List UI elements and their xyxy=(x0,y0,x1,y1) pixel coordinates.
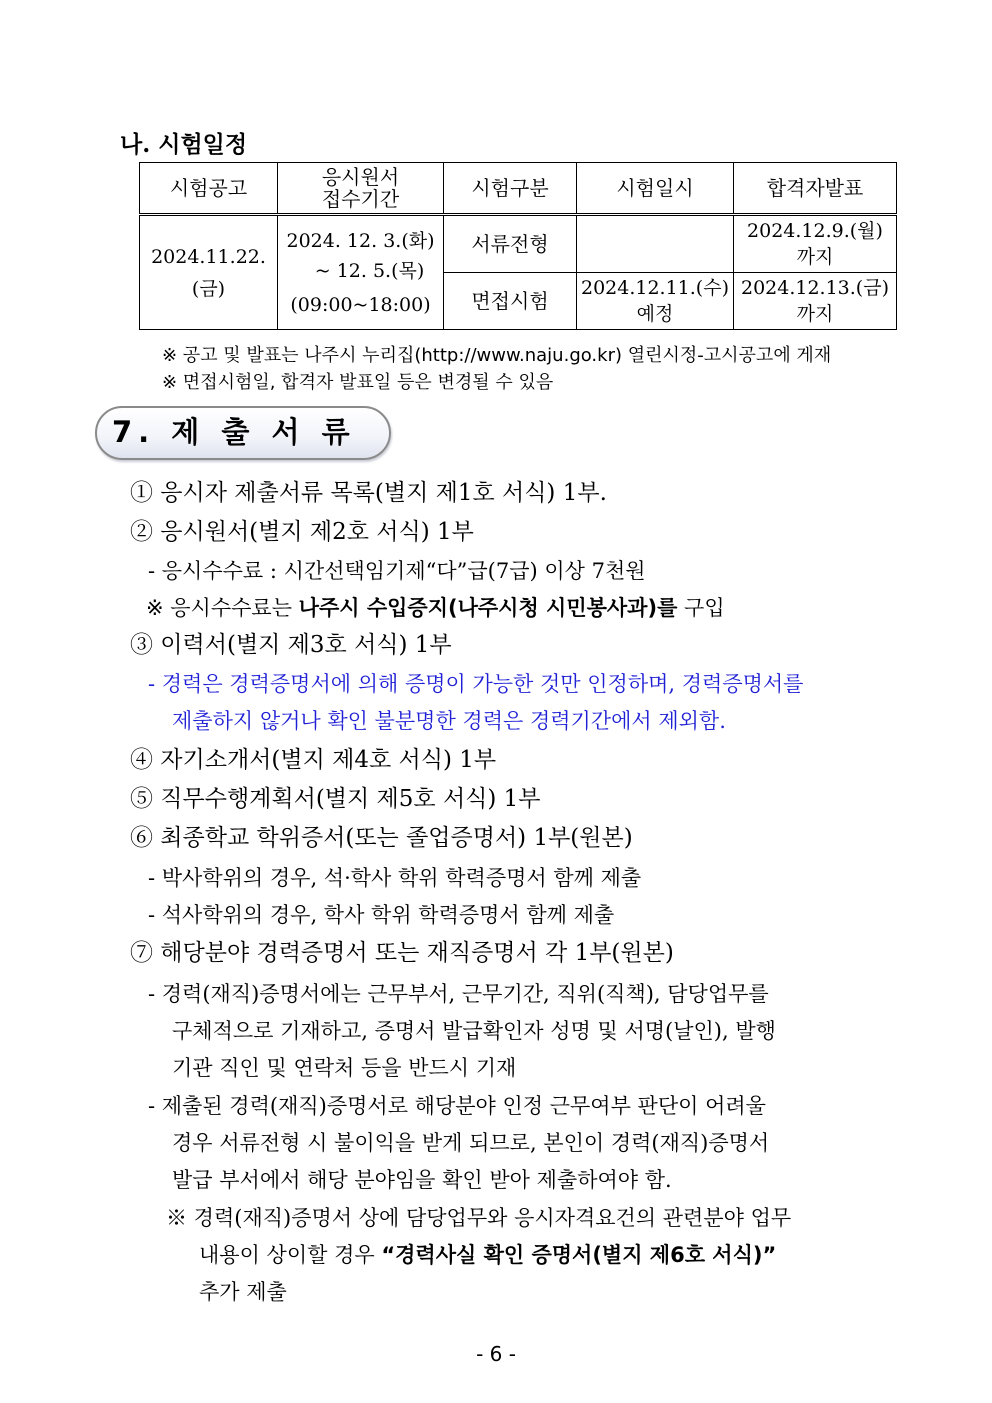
table-note-1: ※ 공고 및 발표는 나주시 누리집(http://www.naju.go.kr) 열린시정-고시공고에 게재 xyxy=(162,345,832,366)
item-7-sub-1-line-1: - 경력(재직)증명서에는 근무부서, 근무기간, 직위(직책), 담당업무를 xyxy=(148,982,769,1006)
item-6-sub-2: - 석사학위의 경우, 학사 학위 학력증명서 함께 제출 xyxy=(148,903,615,927)
type-interview-cell: 면접시험 xyxy=(444,273,577,330)
item-2-note-post: 구입 xyxy=(677,596,725,620)
receipt-hours: (09:00~18:00) xyxy=(290,293,431,316)
item-6-sub-1: - 박사학위의 경우, 석·학사 학위 학력증명서 함께 제출 xyxy=(148,866,642,890)
subheading: 나. 시험일정 xyxy=(120,131,248,158)
item-7: ⑦ 해당분야 경력증명서 또는 재직증명서 각 1부(원본) xyxy=(130,940,674,966)
item-2-sub: - 응시수수료 : 시간선택임기제“다”급(7급) 이상 7천원 xyxy=(148,559,646,583)
item-7-sub-2-line-1: - 제출된 경력(재직)증명서로 해당분야 인정 근무여부 판단이 어려울 xyxy=(148,1094,766,1118)
page-number: - 6 - xyxy=(476,1342,516,1366)
header-type: 시험구분 xyxy=(444,163,577,215)
item-2: ② 응시원서(별지 제2호 서식) 1부 xyxy=(130,519,474,545)
receipt-end: ~ 12. 5.(목) xyxy=(314,259,425,282)
receipt-period-cell xyxy=(278,215,444,330)
type-document-cell: 서류전형 xyxy=(444,215,577,273)
item-3: ③ 이력서(별지 제3호 서식) 1부 xyxy=(130,632,452,658)
receipt-start: 2024. 12. 3.(화) xyxy=(286,229,435,252)
header-result: 합격자발표 xyxy=(734,163,897,215)
datetime-interview-cell: 2024.12.11.(수) 예정 xyxy=(577,273,734,330)
item-7-note-line-2-bold: “경력사실 확인 증명서(별지 제6호 서식)” xyxy=(381,1243,777,1267)
item-7-sub-2-line-2: 경우 서류전형 시 불이익을 받게 되므로, 본인이 경력(재직)증명서 xyxy=(172,1131,770,1155)
item-2-note-bold: 나주시 수입증지(나주시청 시민봉사과)를 xyxy=(298,596,678,620)
item-5: ⑤ 직무수행계획서(별지 제5호 서식) 1부 xyxy=(130,786,541,812)
result-interview-cell: 2024.12.13.(금) 까지 xyxy=(734,273,897,330)
header-receipt: 응시원서 접수기간 xyxy=(278,163,444,215)
item-3-sub-line-1: - 경력은 경력증명서에 의해 증명이 가능한 것만 인정하며, 경력증명서를 xyxy=(148,672,804,696)
item-7-sub-1-line-3: 기관 직인 및 연락처 등을 반드시 기재 xyxy=(172,1056,517,1080)
item-2-note-pre: ※ 응시수수료는 xyxy=(146,596,299,620)
item-7-note-line-2 xyxy=(199,1240,776,1270)
header-datetime: 시험일시 xyxy=(577,163,734,215)
header-announce: 시험공고 xyxy=(140,163,278,215)
item-1: ① 응시자 제출서류 목록(별지 제1호 서식) 1부. xyxy=(130,480,607,506)
announce-date-cell: 2024.11.22. (금) xyxy=(140,215,278,330)
result-document-cell: 2024.12.9.(월) 까지 xyxy=(734,215,897,273)
item-7-note-line-3: 추가 제출 xyxy=(199,1280,287,1304)
item-7-note-line-2-pre: 내용이 상이할 경우 xyxy=(199,1243,382,1267)
datetime-document-cell xyxy=(577,215,734,273)
section-title: 7. 제 출 서 류 xyxy=(112,415,356,449)
item-7-note-line-1: ※ 경력(재직)증명서 상에 담당업무와 응시자격요건의 관련분야 업무 xyxy=(166,1206,792,1230)
table-note-2: ※ 면접시험일, 합격자 발표일 등은 변경될 수 있음 xyxy=(162,372,554,393)
item-7-sub-2-line-3: 발급 부서에서 해당 분야임을 확인 받아 제출하여야 함. xyxy=(172,1168,672,1192)
item-4: ④ 자기소개서(별지 제4호 서식) 1부 xyxy=(130,747,497,773)
item-6: ⑥ 최종학교 학위증서(또는 졸업증명서) 1부(원본) xyxy=(130,825,633,851)
item-2-note xyxy=(146,593,725,623)
item-7-sub-1-line-2: 구체적으로 기재하고, 증명서 발급확인자 성명 및 서명(날인), 발행 xyxy=(172,1019,776,1043)
schedule-table xyxy=(139,162,897,330)
item-3-sub-line-2: 제출하지 않거나 확인 불분명한 경력은 경력기간에서 제외함. xyxy=(172,709,726,733)
